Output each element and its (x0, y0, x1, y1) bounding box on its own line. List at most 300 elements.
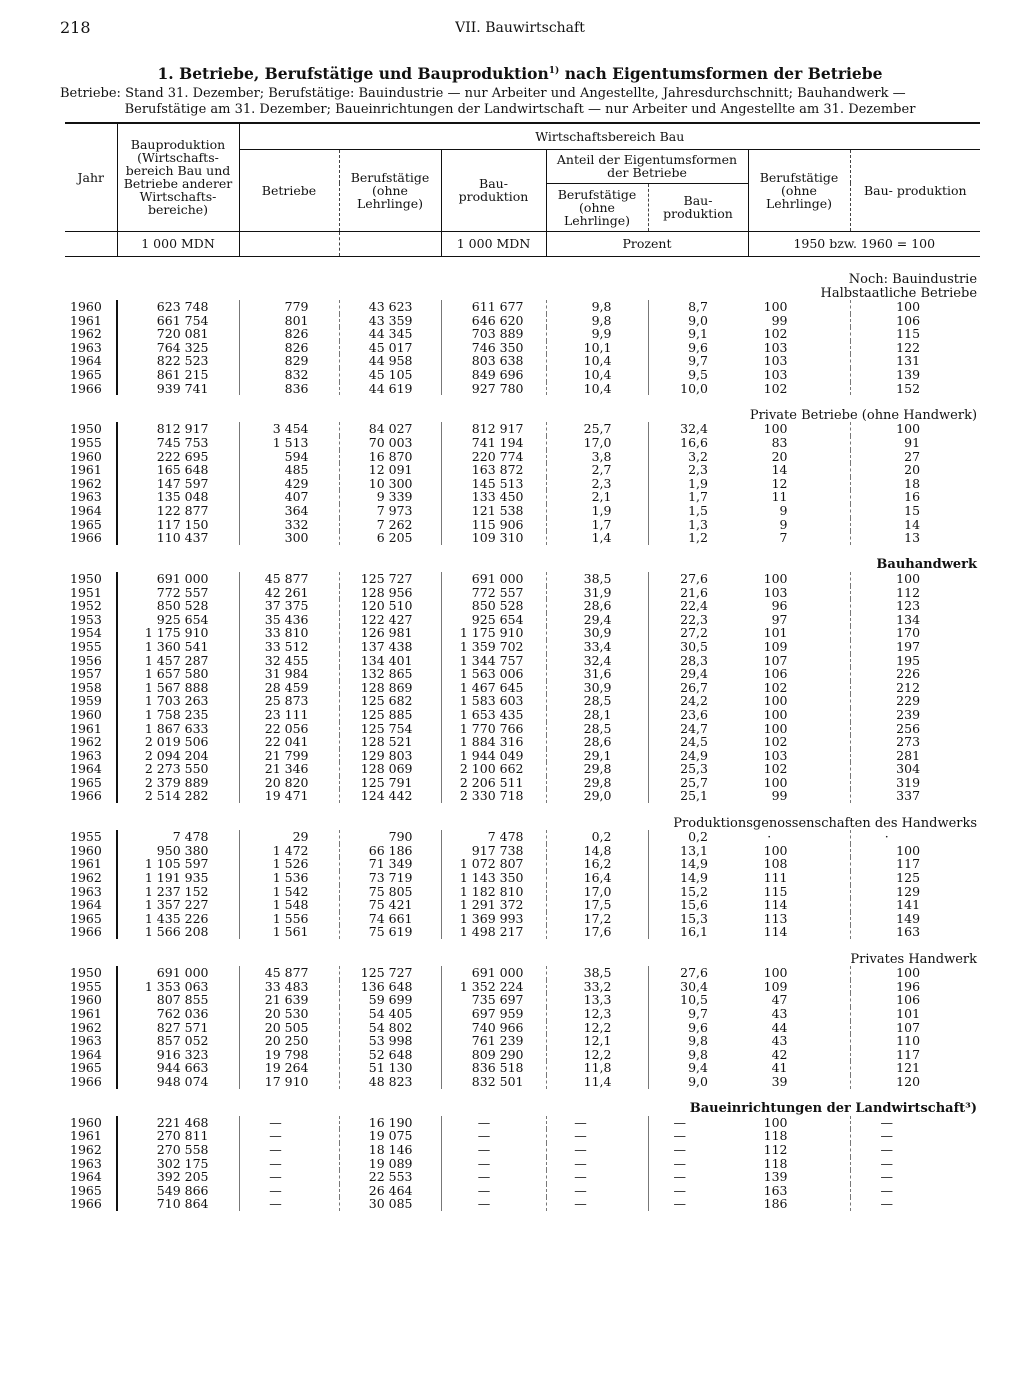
value-cell: 43 (771, 1005, 788, 1021)
value-cell: 549 866 (156, 1182, 209, 1198)
value-cell: 7 973 (339, 504, 441, 518)
value-cell: 118 (763, 1155, 788, 1171)
value-cell: 16 870 (339, 450, 441, 464)
value-cell: 1 561 (239, 925, 339, 939)
value-cell: 31 984 (239, 667, 339, 681)
value-cell: 12,2 (546, 1048, 648, 1062)
year-cell: 1965 (65, 776, 117, 790)
value-cell: 103 (763, 339, 788, 355)
value-cell: 916 323 (156, 1046, 209, 1062)
year-cell: 1960 (65, 1116, 117, 1130)
value-cell: 1 369 993 (441, 912, 546, 926)
value-cell: 594 (239, 450, 339, 464)
value-cell: 944 663 (156, 1060, 209, 1076)
value-cell: 145 513 (441, 477, 546, 491)
value-cell: 319 (850, 776, 980, 790)
table-row (65, 504, 980, 518)
value-cell: 10,0 (648, 382, 748, 396)
value-cell: 100 (763, 842, 788, 858)
col-header-anteil: Anteil der Eigentumsformen der Betriebe (546, 149, 748, 183)
value-cell: 163 (763, 1182, 788, 1198)
value-cell: 9,7 (648, 354, 748, 368)
value-cell: 9,0 (648, 1075, 748, 1089)
value-cell: 32 455 (239, 654, 339, 668)
year-cell: 1961 (65, 314, 117, 328)
value-cell: 84 027 (339, 422, 441, 436)
value-cell: 17,0 (546, 436, 648, 450)
value-cell: 99 (771, 312, 788, 328)
value-cell: 2 206 511 (441, 776, 546, 790)
value-cell: 1 758 235 (144, 706, 209, 722)
value-cell: 21,6 (648, 586, 748, 600)
value-cell: 1 435 226 (144, 910, 209, 926)
value-cell: 102 (763, 380, 788, 396)
value-cell: 2,1 (546, 490, 648, 504)
value-cell: 44 619 (339, 382, 441, 396)
value-cell: 3 454 (239, 422, 339, 436)
table-row (65, 694, 980, 708)
table-row (65, 1197, 980, 1211)
value-cell: 1,4 (546, 531, 648, 545)
value-cell: 21 346 (239, 762, 339, 776)
year-cell: 1964 (65, 1170, 117, 1184)
value-cell: 745 753 (156, 435, 209, 451)
value-cell: 59 699 (339, 993, 441, 1007)
value-cell: 41 (771, 1060, 788, 1076)
year-cell: 1966 (65, 382, 117, 396)
value-cell: 197 (850, 640, 980, 654)
value-cell: 2 379 889 (144, 774, 209, 790)
col-header-bauproduktion: Bau- produktion (441, 149, 546, 231)
col-header-betriebe: Betriebe (239, 149, 339, 231)
unit-label: Prozent (546, 231, 748, 256)
value-cell: 44 345 (339, 327, 441, 341)
value-cell: 1 498 217 (441, 925, 546, 939)
value-cell: 22 553 (339, 1170, 441, 1184)
value-cell: 107 (763, 652, 788, 668)
value-cell: 128 069 (339, 762, 441, 776)
value-cell: 220 774 (441, 450, 546, 464)
year-cell: 1964 (65, 504, 117, 518)
value-cell: 300 (239, 531, 339, 545)
value-cell: 21 639 (239, 993, 339, 1007)
value-cell: 186 (763, 1196, 788, 1212)
value-cell: — (441, 1157, 546, 1171)
year-cell: 1965 (65, 1061, 117, 1075)
value-cell: 226 (850, 667, 980, 681)
value-cell: 27,2 (648, 626, 748, 640)
value-cell: 1 072 807 (441, 857, 546, 871)
value-cell: 1 344 757 (441, 654, 546, 668)
value-cell: 1 359 702 (441, 640, 546, 654)
value-cell: 3,8 (546, 450, 648, 464)
value-cell: — (648, 1157, 748, 1171)
page-header (60, 18, 980, 40)
value-cell: 30,9 (546, 626, 648, 640)
table-row (65, 980, 980, 994)
value-cell: — (239, 1170, 339, 1184)
value-cell: 99 (771, 788, 788, 804)
value-cell: 23,6 (648, 708, 748, 722)
col-header-anteil-bauproduktion: Bau- produktion (648, 183, 748, 231)
value-cell: 53 998 (339, 1034, 441, 1048)
value-cell: 2 100 662 (441, 762, 546, 776)
value-cell: 45 877 (239, 572, 339, 586)
table-row (65, 789, 980, 803)
value-cell: 115 906 (441, 518, 546, 532)
table-row (65, 436, 980, 450)
table-row (65, 871, 980, 885)
year-cell: 1952 (65, 599, 117, 613)
value-cell: 12,2 (546, 1021, 648, 1035)
page-number: 218 (60, 18, 91, 37)
value-cell: — (546, 1170, 648, 1184)
value-cell: 196 (850, 980, 980, 994)
table-row (65, 966, 980, 980)
value-cell: 106 (850, 314, 980, 328)
value-cell: 15,2 (648, 885, 748, 899)
value-cell: 1 583 603 (441, 694, 546, 708)
value-cell: 17,6 (546, 925, 648, 939)
value-cell: 122 877 (156, 503, 209, 518)
value-cell: 25 873 (239, 694, 339, 708)
year-cell: 1951 (65, 586, 117, 600)
value-cell: 1 352 224 (441, 980, 546, 994)
unit-label: 1 000 MDN (441, 231, 546, 256)
year-cell: 1963 (65, 341, 117, 355)
table-row (65, 613, 980, 627)
value-cell: 97 (771, 611, 788, 627)
value-cell: 948 074 (156, 1073, 209, 1089)
value-cell: 42 261 (239, 586, 339, 600)
statistics-table (65, 122, 980, 1211)
year-cell: 1950 (65, 572, 117, 586)
value-cell: 9,0 (648, 314, 748, 328)
value-cell: 24,2 (648, 694, 748, 708)
value-cell: 19 798 (239, 1048, 339, 1062)
value-cell: 128 521 (339, 735, 441, 749)
year-cell: 1961 (65, 1129, 117, 1143)
value-cell: 9,8 (648, 1034, 748, 1048)
value-cell: 25,3 (648, 762, 748, 776)
year-cell: 1960 (65, 993, 117, 1007)
value-cell: 125 727 (339, 966, 441, 980)
year-cell: 1962 (65, 1143, 117, 1157)
value-cell: 1 467 645 (441, 681, 546, 695)
value-cell: 28 459 (239, 681, 339, 695)
value-cell: 28,3 (648, 654, 748, 668)
note-line: Betriebe: Stand 31. Dezember; Berufstätige: Bauindustrie — nur Arbeiter und Angestellte, Jahresdurchschnitt; Bauhandwerk — (60, 86, 906, 101)
value-cell: 1 556 (239, 912, 339, 926)
value-cell: 15 (850, 504, 980, 518)
value-cell: 19 089 (339, 1157, 441, 1171)
table-row (65, 857, 980, 871)
value-cell: 1 353 063 (144, 978, 209, 994)
value-cell: 849 696 (441, 368, 546, 382)
value-cell: 801 (239, 314, 339, 328)
value-cell: 29,1 (546, 749, 648, 763)
year-cell: 1960 (65, 844, 117, 858)
value-cell: 45 017 (339, 341, 441, 355)
value-cell: 19 471 (239, 789, 339, 803)
value-cell: 7 478 (172, 829, 209, 845)
value-cell: 661 754 (156, 312, 209, 328)
value-cell: 123 (850, 599, 980, 613)
value-cell: 122 427 (339, 613, 441, 627)
value-cell: 9,6 (648, 341, 748, 355)
value-cell: 485 (239, 463, 339, 477)
col-header-wirtschaftsbereich-bau: Wirtschaftsbereich Bau (239, 123, 980, 149)
value-cell: 28,6 (546, 599, 648, 613)
value-cell: 70 003 (339, 436, 441, 450)
value-cell: 691 000 (441, 966, 546, 980)
value-cell: 10,5 (648, 993, 748, 1007)
value-cell: 2 273 550 (144, 761, 209, 777)
value-cell: 30,5 (648, 640, 748, 654)
value-cell: 741 194 (441, 436, 546, 450)
value-cell: 807 855 (156, 992, 209, 1008)
table-row (65, 844, 980, 858)
value-cell: 163 (850, 925, 980, 939)
table-row (65, 735, 980, 749)
value-cell: 100 (850, 844, 980, 858)
value-cell: — (546, 1157, 648, 1171)
value-cell: 110 437 (156, 530, 209, 546)
table-row (65, 1170, 980, 1184)
section-heading (65, 817, 980, 831)
value-cell: 103 (763, 367, 788, 383)
value-cell: — (648, 1170, 748, 1184)
value-cell: — (441, 1143, 546, 1157)
year-cell: 1966 (65, 789, 117, 803)
value-cell: 9,7 (648, 1007, 748, 1021)
value-cell: 1 182 810 (441, 885, 546, 899)
value-cell: 16 190 (339, 1116, 441, 1130)
value-cell: 121 (850, 1061, 980, 1075)
value-cell: 115 (763, 883, 788, 899)
value-cell: 14 (850, 518, 980, 532)
value-cell: 429 (239, 477, 339, 491)
value-cell: 28,6 (546, 735, 648, 749)
value-cell: 139 (763, 1169, 788, 1185)
value-cell: 20 (771, 448, 788, 464)
value-cell: 75 619 (339, 925, 441, 939)
value-cell: — (850, 1143, 980, 1157)
value-cell: 11,4 (546, 1075, 648, 1089)
year-cell: 1961 (65, 722, 117, 736)
value-cell: 54 405 (339, 1007, 441, 1021)
col-header-index-bauproduktion: Bau- produktion (850, 149, 980, 231)
value-cell: 31,9 (546, 586, 648, 600)
year-cell: 1959 (65, 694, 117, 708)
section-heading (65, 558, 980, 572)
value-cell: 73 719 (339, 871, 441, 885)
value-cell: 100 (850, 572, 980, 586)
value-cell: 7 478 (441, 830, 546, 844)
value-cell: 32,4 (648, 422, 748, 436)
value-cell: 101 (763, 625, 788, 641)
table-row (65, 708, 980, 722)
value-cell: 832 501 (441, 1075, 546, 1089)
year-cell: 1966 (65, 1075, 117, 1089)
value-cell: 118 (763, 1128, 788, 1144)
value-cell: 1 472 (239, 844, 339, 858)
value-cell: 850 528 (441, 599, 546, 613)
note-line: Berufstätige am 31. Dezember; Baueinrichtungen der Landwirtschaft — nur Arbeiter und Angestellte am 31. Dezember (124, 102, 916, 117)
value-cell: 1 542 (239, 885, 339, 899)
value-cell: 697 959 (441, 1007, 546, 1021)
value-cell: 120 (850, 1075, 980, 1089)
value-cell: 149 (850, 912, 980, 926)
value-cell: 109 310 (441, 531, 546, 545)
value-cell: 1 548 (239, 898, 339, 912)
value-cell: 1 191 935 (144, 870, 209, 886)
value-cell: 822 523 (156, 353, 209, 369)
value-cell: 623 748 (156, 299, 209, 315)
table-row (65, 599, 980, 613)
year-cell: 1958 (65, 681, 117, 695)
value-cell: 26 464 (339, 1184, 441, 1198)
value-cell: — (441, 1116, 546, 1130)
value-cell: 112 (850, 586, 980, 600)
year-cell: 1965 (65, 1184, 117, 1198)
value-cell: 1 513 (239, 436, 339, 450)
value-cell: 27 (850, 450, 980, 464)
value-cell: 29,4 (546, 613, 648, 627)
value-cell: 100 (763, 299, 788, 315)
value-cell: 100 (763, 774, 788, 790)
value-cell: 124 442 (339, 789, 441, 803)
chapter-title: VII. Bauwirtschaft (455, 20, 585, 36)
value-cell: 128 869 (339, 681, 441, 695)
value-cell: 2 019 506 (144, 734, 209, 750)
value-cell: 129 803 (339, 749, 441, 763)
value-cell: 16,6 (648, 436, 748, 450)
table-row (65, 1021, 980, 1035)
section-title: Bauhandwerk (876, 557, 978, 573)
value-cell: 37 375 (239, 599, 339, 613)
value-cell: 32,4 (546, 654, 648, 668)
value-cell: 803 638 (441, 354, 546, 368)
value-cell: 29,0 (546, 789, 648, 803)
value-cell: — (441, 1170, 546, 1184)
value-cell: 48 823 (339, 1075, 441, 1089)
value-cell: — (239, 1197, 339, 1211)
year-cell: 1956 (65, 654, 117, 668)
value-cell: 100 (763, 965, 788, 981)
value-cell: 9,8 (546, 314, 648, 328)
value-cell: 611 677 (441, 300, 546, 314)
value-cell: 790 (339, 830, 441, 844)
value-cell: 7 (779, 530, 788, 546)
year-cell: 1965 (65, 912, 117, 926)
value-cell: 827 571 (156, 1019, 209, 1035)
value-cell: — (239, 1116, 339, 1130)
value-cell: 111 (763, 870, 788, 886)
value-cell: 51 130 (339, 1061, 441, 1075)
table-row (65, 993, 980, 1007)
value-cell: 273 (850, 735, 980, 749)
value-cell: 54 802 (339, 1021, 441, 1035)
year-cell: 1961 (65, 857, 117, 871)
value-cell: 27,6 (648, 572, 748, 586)
value-cell: — (648, 1116, 748, 1130)
value-cell: 1 567 888 (144, 679, 209, 695)
value-cell: — (648, 1184, 748, 1198)
value-cell: 108 (763, 856, 788, 872)
value-cell: 25,7 (648, 776, 748, 790)
value-cell: — (648, 1129, 748, 1143)
table-row (65, 354, 980, 368)
value-cell: 30 085 (339, 1197, 441, 1211)
value-cell: 11 (771, 489, 788, 505)
value-cell: 1 105 597 (144, 856, 209, 872)
value-cell: 1 143 350 (441, 871, 546, 885)
value-cell: 29 (239, 830, 339, 844)
value-cell: 100 (850, 422, 980, 436)
value-cell: 147 597 (156, 475, 209, 491)
value-cell: 195 (850, 654, 980, 668)
value-cell: 740 966 (441, 1021, 546, 1035)
value-cell: 925 654 (441, 613, 546, 627)
value-cell: 137 438 (339, 640, 441, 654)
value-cell: 826 (239, 327, 339, 341)
value-cell: 43 623 (339, 300, 441, 314)
value-cell: 102 (763, 326, 788, 342)
value-cell: 15,3 (648, 912, 748, 926)
value-cell: 83 (771, 435, 788, 451)
year-cell: 1955 (65, 640, 117, 654)
value-cell: 764 325 (156, 339, 209, 355)
value-cell: — (546, 1116, 648, 1130)
value-cell: 1,7 (546, 518, 648, 532)
value-cell: 128 956 (339, 586, 441, 600)
value-cell: 720 081 (156, 326, 209, 342)
table-row (65, 681, 980, 695)
year-cell: 1966 (65, 1197, 117, 1211)
value-cell: 2,3 (546, 477, 648, 491)
value-cell: 1 563 006 (441, 667, 546, 681)
value-cell: 10,1 (546, 341, 648, 355)
value-cell: 407 (239, 490, 339, 504)
value-cell: 925 654 (156, 611, 209, 627)
value-cell: 270 558 (156, 1141, 209, 1157)
table-row (65, 722, 980, 736)
value-cell: 829 (239, 354, 339, 368)
value-cell: 75 421 (339, 898, 441, 912)
value-cell: 1 357 227 (144, 897, 209, 913)
table-row (65, 1075, 980, 1089)
year-cell: 1964 (65, 1048, 117, 1062)
value-cell: · (850, 830, 980, 844)
value-cell: 392 205 (156, 1169, 209, 1185)
value-cell: 103 (763, 747, 788, 763)
value-cell: 746 350 (441, 341, 546, 355)
table-row (65, 450, 980, 464)
table-row (65, 314, 980, 328)
table-row (65, 1143, 980, 1157)
table-row (65, 586, 980, 600)
value-cell: 20 250 (239, 1034, 339, 1048)
table-row (65, 341, 980, 355)
value-cell: 691 000 (441, 572, 546, 586)
year-cell: 1960 (65, 450, 117, 464)
value-cell: 9,6 (648, 1021, 748, 1035)
value-cell: 152 (850, 382, 980, 396)
table-row (65, 885, 980, 899)
value-cell: 836 518 (441, 1061, 546, 1075)
value-cell: 302 175 (156, 1155, 209, 1171)
